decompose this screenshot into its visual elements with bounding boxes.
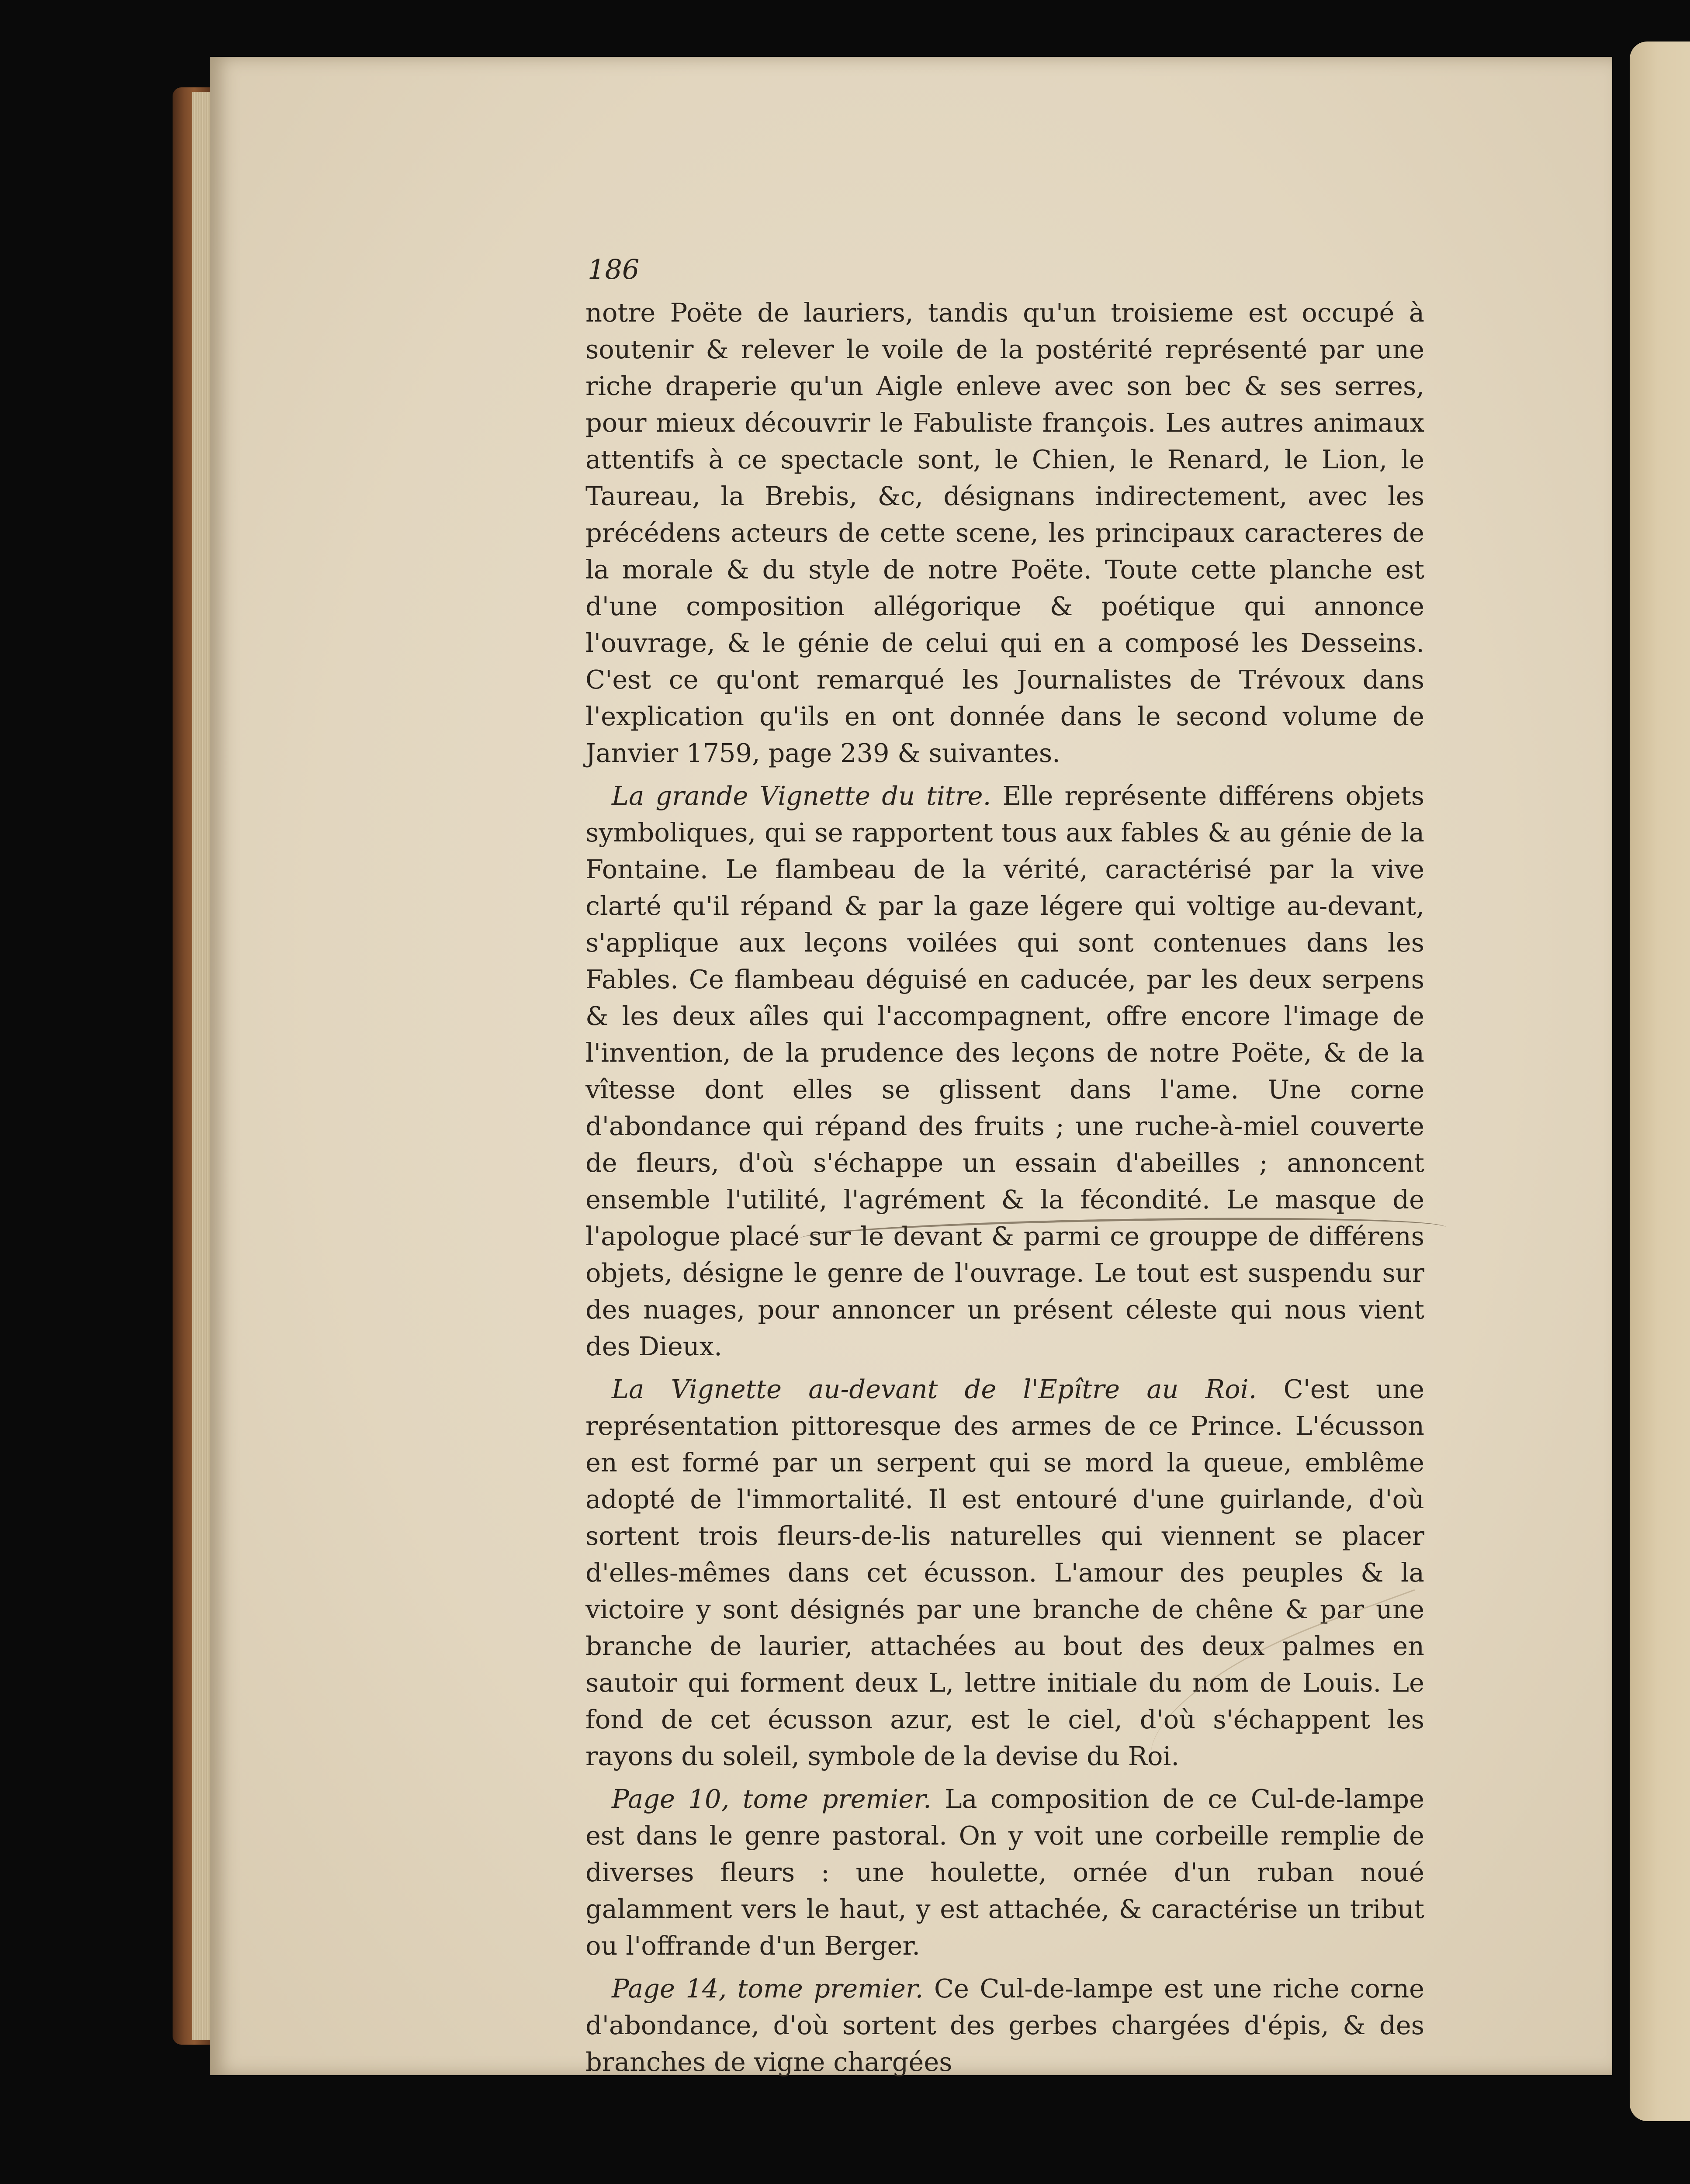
paragraph-lead: Page 10, tome premier. — [612, 1784, 932, 1814]
paragraph-text: La composition de ce Cul-de-lampe est dans le genre pastoral. On y voit une corbeille remplie de diverses fleurs : une houlette, ornée d'un ruban noué galamment vers le haut, y est attachée, & caractérise un tribut ou l'offrande d'un Berger. — [585, 1784, 1424, 1961]
paragraph-page-10 — [585, 1781, 1424, 1964]
paragraph-lead: La Vignette au-devant de l'Epître au Roi. — [612, 1374, 1257, 1404]
paragraph-text: Ce Cul-de-lampe est une riche corne d'abondance, d'où sortent des gerbes chargées d'épis, & des branches de vigne chargées — [585, 1973, 1424, 2077]
paragraph-text: notre Poëte de lauriers, tandis qu'un troisieme est occupé à soutenir & relever le voile de la postérité représenté par une riche draperie qu'un Aigle enleve avec son bec & ses serres, pour mieux découvrir le Fabuliste françois. Les autres animaux attentifs à ce spectacle sont, le Chien, le Renard, le Lion, le Taureau, la Brebis, &c, désignans indirectement, avec les précédens acteurs de cette scene, les principaux caracteres de la morale & du style de notre Poëte. Toute cette planche est d'une composition allégorique & poétique qui annonce l'ouvrage, & le génie de celui qui en a composé les Desseins. C'est ce qu'ont remarqué les Journalistes de Trévoux dans l'explication qu'ils en ont donnée dans le second volume de Janvier 1759, page 239 & suivantes. — [585, 298, 1424, 768]
paragraph-lead: La grande Vignette du titre. — [612, 781, 991, 811]
paragraph-lead: Page 14, tome premier. — [612, 1973, 924, 2004]
paragraph-page-14 — [585, 1970, 1424, 2080]
body-text — [585, 258, 1424, 2080]
paragraph-text: C'est une représentation pittoresque des armes de ce Prince. L'écusson en est formé par un serpent qui se mord la queue, emblême adopté de l'immortalité. Il est entouré d'une guirlande, d'où sortent trois fleurs-de-lis naturelles qui viennent se placer d'elles-mêmes dans cet écusson. L'amour des peuples & la victoire y sont désignés par une branche de chêne & par une branche de laurier, attachées au bout des deux palmes en sautoir qui forment deux L, lettre initiale du nom de Louis. Le fond de cet écusson azur, est le ciel, d'où s'échappent les rayons du soleil, symbole de la devise du Roi. — [585, 1374, 1424, 1771]
paragraph-continuation — [585, 294, 1424, 772]
paragraph-grande-vignette — [585, 778, 1424, 1365]
page-number: 186 — [588, 253, 640, 285]
facing-page-edge — [1630, 42, 1690, 2121]
paragraph-text: Elle représente différens objets symboliques, qui se rapportent tous aux fables & au génie de la Fontaine. Le flambeau de la vérité, caractérisé par la vive clarté qu'il répand & par la gaze légere qui voltige au-devant, s'applique aux leçons voilées qui sont contenues dans les Fables. Ce flambeau déguisé en caducée, par les deux serpens & les deux aîles qui l'accompagnent, offre encore l'image de l'invention, de la prudence des leçons de notre Poëte, & de la vîtesse dont elles se glissent dans l'ame. Une corne d'abondance qui répand des fruits ; une ruche-à-miel couverte de fleurs, d'où s'échappe un essain d'abeilles ; annoncent ensemble l'utilité, l'agrément & la fécondité. Le masque de l'apologue placé sur le devant & parmi ce grouppe de différens objets, désigne le genre de l'ouvrage. Le tout est suspendu sur des nuages, pour annoncer un présent céleste qui nous vient des Dieux. — [585, 781, 1425, 1361]
